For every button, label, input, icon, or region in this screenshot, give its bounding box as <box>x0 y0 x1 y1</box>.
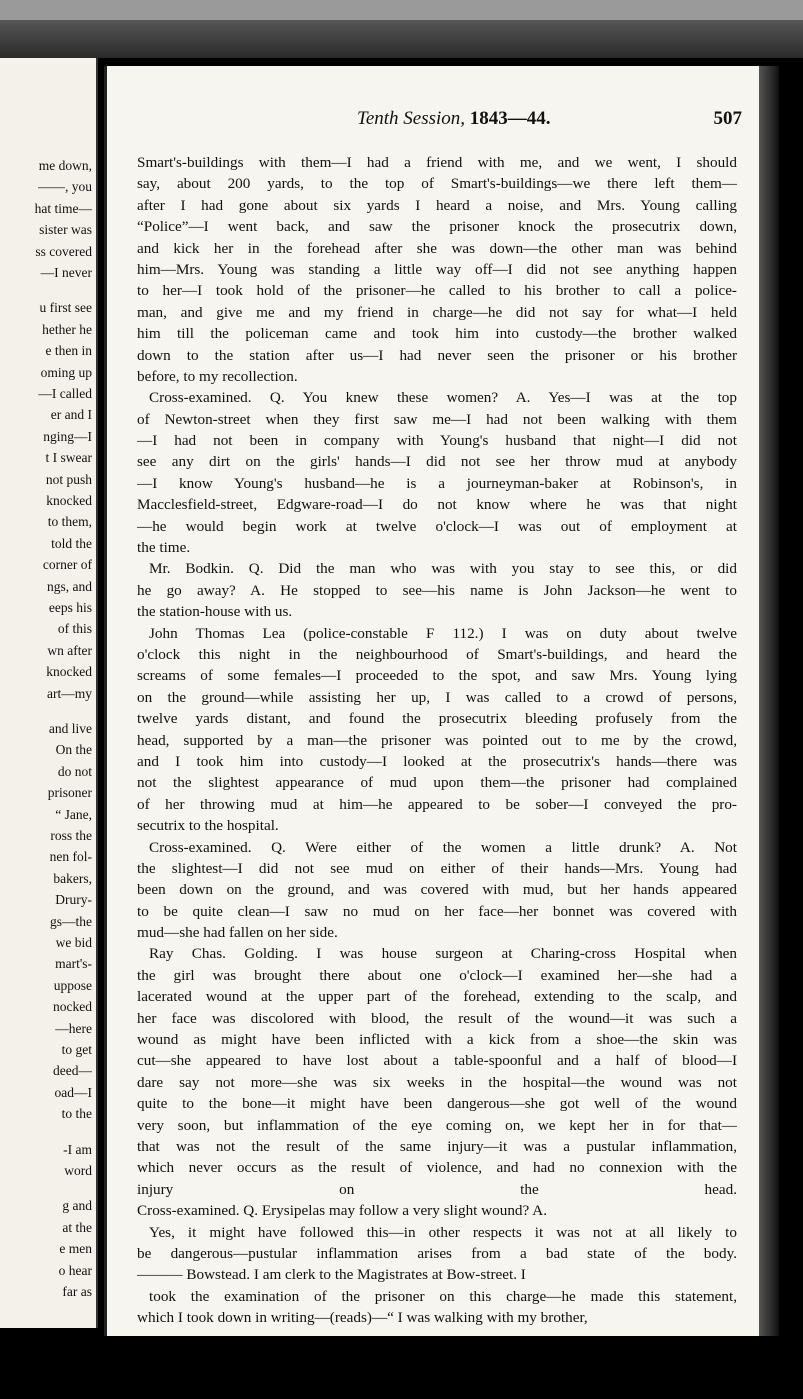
facing-page-line: hat time— <box>34 200 92 216</box>
facing-page-line: sister was <box>39 222 92 238</box>
text-line: the station-house with us. <box>137 603 293 621</box>
text-line: very soon, but inflammation of the eye coming on, we kept her in for that— <box>137 1116 737 1134</box>
text-line: mud—she had fallen on her side. <box>137 924 338 942</box>
text-line: ——— Bowstead. I am clerk to the Magistrates at Bow-street. I <box>137 1266 526 1284</box>
text-line: which I took down in writing—(reads)—“ I was walking with my brother, <box>137 1309 588 1327</box>
page-number: 507 <box>713 108 742 129</box>
text-line: secutrix to the hospital. <box>137 817 279 835</box>
facing-page-line: er and I <box>50 407 92 423</box>
facing-page-line: ross the <box>50 828 92 843</box>
facing-page-line: to get <box>61 1042 92 1057</box>
text-line: took the examination of the prisoner on this charge—he made this statement, <box>149 1287 737 1305</box>
text-line: Cross-examined. Q. You knew these women? A. Yes—I was at the top <box>149 389 737 407</box>
text-line: John Thomas Lea (police-constable F 112.) I was on duty about twelve <box>149 624 737 642</box>
text-line: after I had gone about six yards I heard a noise, and Mrs. Young calling <box>137 196 737 214</box>
text-line: dare say not more—she was six weeks in the hospital—the wound was not <box>137 1073 737 1091</box>
facing-page-line: not push <box>45 471 92 487</box>
facing-page-line: o hear <box>58 1262 92 1278</box>
facing-page-line: e then in <box>45 343 92 359</box>
running-head <box>357 108 551 130</box>
text-line: lacerated wound at the upper part of the forehead, extending to the scalp, and <box>137 988 737 1006</box>
text-line: on the ground—while assisting her up, I was called to a crowd of persons, <box>137 688 737 706</box>
facing-page-line: to the <box>61 1106 92 1122</box>
text-line: “Police”—I went back, and saw the prisoner knock the prosecutrix down, <box>137 218 737 236</box>
text-line: Mr. Bodkin. Q. Did the man who was with you stay to see this, or did <box>149 560 737 578</box>
facing-page-line: ——, you <box>38 179 92 195</box>
facing-page-line: told the <box>51 535 92 551</box>
text-line: the slightest—I did not see mud on either of their hands—Mrs. Young had <box>137 859 737 877</box>
facing-page-line: eeps his <box>48 600 92 615</box>
text-line: —I know Young's husband—he is a journeyman-baker at Robinson's, in <box>137 474 737 492</box>
text-line: —he would begin work at twelve o'clock—I was out of employment at <box>137 517 737 535</box>
facing-page-line: word <box>64 1163 92 1178</box>
facing-page-line: nen fol- <box>49 849 92 865</box>
facing-page-line: On the <box>55 742 92 758</box>
text-line: Cross-examined. Q. Were either of the women a little drunk? A. Not <box>149 838 737 856</box>
facing-page-line: deed— <box>53 1063 92 1079</box>
book-page <box>104 66 762 1336</box>
facing-page-line: ss covered <box>35 243 92 259</box>
facing-page-line: g and <box>62 1198 92 1214</box>
facing-page-line: uppose <box>53 977 92 993</box>
text-line: that was not the result of the same injury—it was a pustular inflammation, <box>137 1137 737 1155</box>
text-line: he go away? A. He stopped to see—his name is John Jackson—he went to <box>137 581 737 599</box>
facing-page-line: oad—I <box>54 1084 92 1100</box>
text-line: —I had not been in company with Young's husband that night—I did not <box>137 432 737 450</box>
text-line: been down on the ground, and was covered with mud, but her hands appeared <box>137 881 737 899</box>
text-line: to be quite clean—I saw no mud on her face—her bonnet was covered with <box>137 902 737 920</box>
text-line: not the slightest appearance of mud upon them—the prisoner had complained <box>137 774 737 792</box>
facing-page-line: corner of <box>42 557 92 573</box>
facing-page-line: —I called <box>38 386 92 401</box>
facing-page-line: —I never <box>40 265 92 280</box>
text-line: cut—she appeared to have lost about a table-spoonful and a half of blood—I <box>137 1052 737 1070</box>
text-line: be dangerous—pustular inflammation arises from a bad state of the body. <box>137 1244 737 1262</box>
page-edge <box>759 66 779 1336</box>
text-line: twelve yards distant, and found the prosecutrix bleeding profusely from the <box>137 710 737 728</box>
facing-page-line: mart's- <box>55 956 92 972</box>
page-header <box>357 108 742 136</box>
facing-page-line: wn after <box>47 642 92 658</box>
text-line: quite to the bone—it might have been dangerous—she got well of the wound <box>137 1095 737 1113</box>
facing-page-line: do not <box>57 763 92 779</box>
text-line: which never occurs as the result of violence, and had no connexion with the <box>137 1159 737 1177</box>
text-line: down to the station after us—I had never seen the prisoner or his brother <box>137 346 737 364</box>
facing-page-line: far as <box>62 1284 92 1299</box>
text-line: screams of some females—I proceeded to the spot, and saw Mrs. Young lying <box>137 667 737 685</box>
facing-page-line: me down, <box>38 158 92 173</box>
text-line: Smart's-buildings with them—I had a friend with me, and we went, I should <box>137 154 737 171</box>
page-body <box>137 152 737 1328</box>
running-year: 1843—44. <box>469 108 551 129</box>
facing-page-line: -I am <box>63 1141 92 1157</box>
facing-page-line: of this <box>57 621 92 637</box>
text-line: o'clock this night in the neighbourhood of Smart's-buildings, and heard the <box>137 645 737 663</box>
text-line: of Newton-street when they first saw me—I had not been walking with them <box>137 410 737 428</box>
text-line: before, to my recollection. <box>137 367 298 385</box>
text-line: wound as might have been inflicted with a kick from a shoe—the skin was <box>137 1031 737 1049</box>
facing-page-line: Drury- <box>55 892 92 908</box>
text-line: Ray Chas. Golding. I was house surgeon at Charing-cross Hospital when <box>149 945 737 963</box>
facing-page <box>0 58 98 1328</box>
text-line: to her—I took hold of the prisoner—he called to his brother to call a police- <box>137 282 737 300</box>
text-line: and kick her in the forehead after she was down—the other man was behind <box>137 239 737 257</box>
running-title: Tenth Session, <box>357 108 466 129</box>
facing-page-line: hether he <box>42 321 92 337</box>
facing-page-line: u first see <box>39 300 92 316</box>
facing-page-line: gs—the <box>50 913 92 929</box>
text-line: him—Mrs. Young was standing a little way off—I did not see anything happen <box>137 260 737 278</box>
text-line: Yes, it might have followed this—in other respects it was not at all likely to <box>149 1223 737 1241</box>
facing-page-line: bakers, <box>53 870 92 886</box>
text-line: the girl was brought there about one o'clock—I examined her—she had a <box>137 966 737 984</box>
facing-page-line: ngs, and <box>47 578 92 594</box>
facing-page-line: prisoner <box>47 785 92 801</box>
facing-page-line: knocked <box>46 493 92 508</box>
facing-page-line: t I swear <box>45 450 92 466</box>
text-line: the time. <box>137 539 191 557</box>
text-line: say, about 200 yards, to the top of Smart's-buildings—we there left them— <box>137 175 737 193</box>
text-line: injury on the head. <box>137 1180 737 1198</box>
text-line: him till the policeman came and took him into custody—the brother walked <box>137 325 737 343</box>
text-line: Macclesfield-street, Edgware-road—I do not know where he was that night <box>137 496 737 514</box>
facing-page-line: nging—I <box>43 428 92 444</box>
text-line: Cross-examined. Q. Erysipelas may follow a very slight wound? A. <box>137 1202 547 1220</box>
text-line: man, and give me and my friend in charge—he did not say for what—I held <box>137 303 737 321</box>
text-line: her face was discolored with blood, the result of the wound—it was such a <box>137 1009 737 1027</box>
facing-page-line: oming up <box>40 364 92 380</box>
text-line: head, supported by a man—the prisoner was pointed out to me by the crowd, <box>137 731 737 749</box>
text-line: see any dirt on the girls' hands—I did not see her throw mud at anybody <box>137 453 737 471</box>
facing-page-line: to them, <box>47 514 92 530</box>
facing-page-line: “ Jane, <box>55 806 92 822</box>
facing-page-line: nocked <box>53 999 92 1015</box>
facing-page-line: we bid <box>55 935 92 950</box>
text-line: of her throwing mud at him—he appeared to be sober—I conveyed the pro- <box>137 795 737 813</box>
facing-page-line: art—my <box>47 685 92 701</box>
facing-page-line: e men <box>59 1241 92 1257</box>
facing-page-line: and live <box>48 721 92 736</box>
facing-page-line: at the <box>62 1219 92 1235</box>
book-edge-highlight <box>0 0 803 20</box>
facing-page-line: knocked <box>46 664 92 680</box>
text-line: and I took him into custody—I looked at the prosecutrix's hands—there was <box>137 752 737 770</box>
facing-page-line: —here <box>55 1020 92 1036</box>
